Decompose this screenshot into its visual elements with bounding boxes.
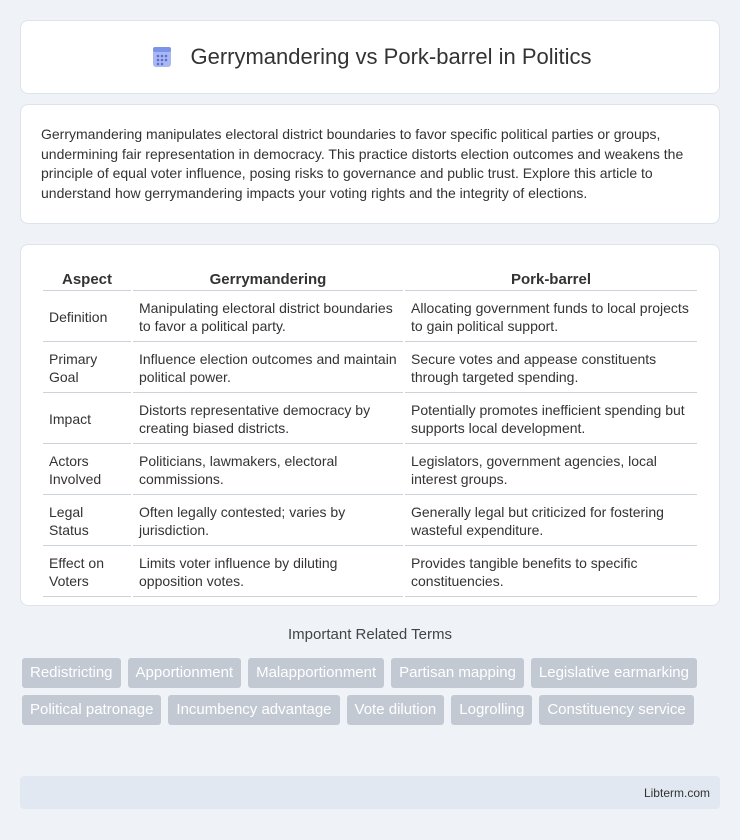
header-pork-barrel: Pork-barrel [405, 267, 697, 291]
table-row [43, 446, 697, 495]
cell-pork-barrel: Generally legal but criticized for fostering wasteful expenditure. [405, 497, 697, 546]
tag-legislative-earmarking[interactable]: Legislative earmarking [531, 658, 697, 688]
footer [20, 776, 720, 809]
tag-constituency-service[interactable]: Constituency service [539, 695, 693, 725]
intro-text: Gerrymandering manipulates electoral district boundaries to favor specific political parties or groups, undermining fair representation in democracy. This practice distorts election outcomes and weakens the principle of equal voter influence, posing risks to governance and public trust. Explore this article to understand how gerrymandering impacts your voting rights and the integrity of elections. [41, 126, 684, 201]
cell-pork-barrel: Secure votes and appease constituents through targeted spending. [405, 344, 697, 393]
cell-aspect: Effect on Voters [43, 548, 131, 597]
comparison-table-card [20, 244, 720, 606]
tag-apportionment[interactable]: Apportionment [128, 658, 242, 688]
intro-card [20, 104, 720, 224]
tag-redistricting[interactable]: Redistricting [22, 658, 121, 688]
page-title: Gerrymandering vs Pork-barrel in Politics [190, 44, 592, 69]
tag-logrolling[interactable]: Logrolling [451, 695, 532, 725]
table-header-row [43, 267, 697, 291]
table-row [43, 293, 697, 342]
cell-pork-barrel: Potentially promotes inefficient spending but supports local development. [405, 395, 697, 444]
title-wrap [148, 43, 591, 71]
footer-site-link[interactable]: Libterm.com [643, 785, 710, 800]
cell-aspect: Impact [43, 395, 131, 444]
book-icon [148, 43, 176, 71]
cell-gerrymandering: Limits voter influence by diluting opposition votes. [133, 548, 403, 597]
cell-aspect: Primary Goal [43, 344, 131, 393]
table-row [43, 548, 697, 597]
table-row [43, 497, 697, 546]
cell-gerrymandering: Often legally contested; varies by jurisdiction. [133, 497, 403, 546]
cell-aspect: Actors Involved [43, 446, 131, 495]
tag-incumbency-advantage[interactable]: Incumbency advantage [168, 695, 339, 725]
tag-partisan-mapping[interactable]: Partisan mapping [391, 658, 524, 688]
tag-political-patronage[interactable]: Political patronage [22, 695, 161, 725]
cell-pork-barrel: Provides tangible benefits to specific constituencies. [405, 548, 697, 597]
table-row [43, 395, 697, 444]
header-card [20, 20, 720, 94]
cell-pork-barrel: Allocating government funds to local projects to gain political support. [405, 293, 697, 342]
cell-pork-barrel: Legislators, government agencies, local interest groups. [405, 446, 697, 495]
tag-vote-dilution[interactable]: Vote dilution [347, 695, 445, 725]
cell-aspect: Legal Status [43, 497, 131, 546]
cell-gerrymandering: Politicians, lawmakers, electoral commissions. [133, 446, 403, 495]
table-row [43, 344, 697, 393]
related-terms-list [22, 658, 702, 725]
cell-gerrymandering: Distorts representative democracy by creating biased districts. [133, 395, 403, 444]
tag-malapportionment[interactable]: Malapportionment [248, 658, 384, 688]
header-gerrymandering: Gerrymandering [133, 267, 403, 291]
header-aspect: Aspect [43, 267, 131, 291]
cell-gerrymandering: Influence election outcomes and maintain political power. [133, 344, 403, 393]
cell-gerrymandering: Manipulating electoral district boundaries to favor a political party. [133, 293, 403, 342]
comparison-table [41, 265, 699, 599]
cell-aspect: Definition [43, 293, 131, 342]
related-terms-title: Important Related Terms [288, 626, 452, 643]
